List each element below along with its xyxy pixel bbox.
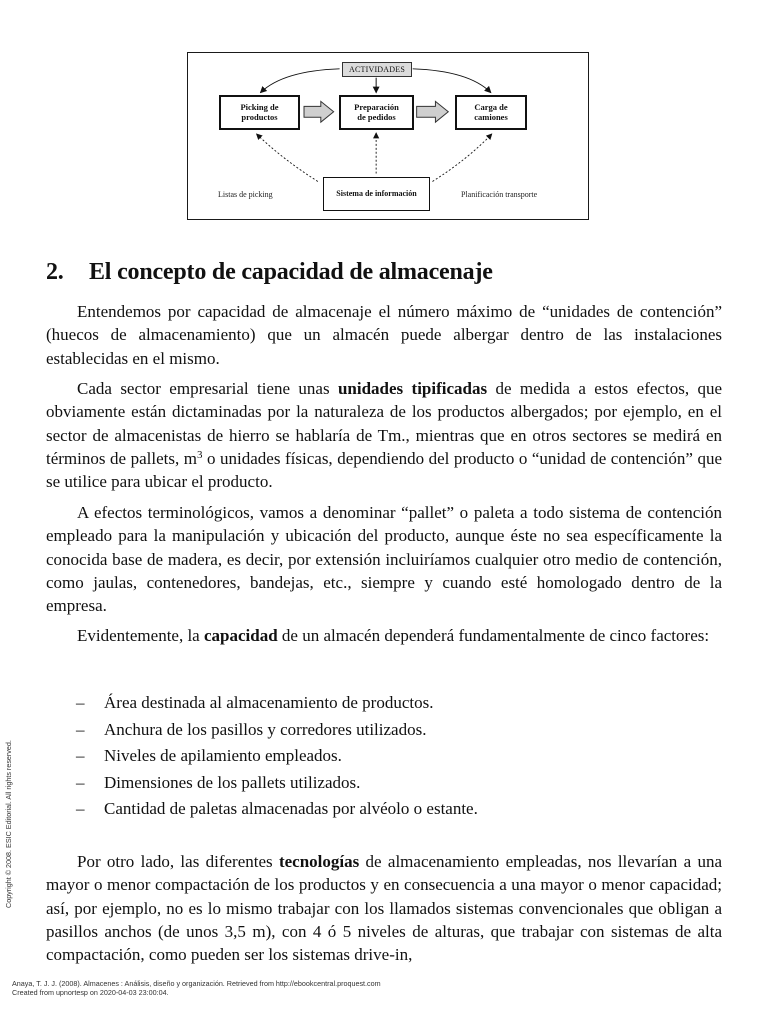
picking-box — [219, 95, 300, 130]
dashed-arrow-sistema-to-carga — [432, 134, 491, 181]
section-title: El concepto de capacidad de almacenaje — [89, 259, 493, 285]
block-arrow-picking-to-preparacion — [304, 101, 334, 122]
list-item-text: Niveles de apilamiento empleados. — [104, 746, 342, 766]
preparacion-label-line2: de pedidos — [357, 111, 396, 122]
p2-bold-term: unidades tipificadas — [337, 379, 488, 398]
paragraph-3-text: A efectos terminológicos, vamos a denominar “pallet” o paleta a todo sistema de contención empleado para la manipulación y ubicación del producto, aunque éste no sea específicamente la conocida base de madera, es decir, por extensión incluiríamos cualquier otro medio de contención, como jaulas, contenedores, bandejas, etc., siempre y cuando esté homologado dentro de la empresa. — [46, 503, 722, 616]
paragraph-factors-intro — [46, 624, 722, 647]
picking-label-line2: productos — [241, 111, 278, 122]
list-dash: – — [76, 693, 85, 712]
list-item — [76, 796, 696, 823]
paragraph-units — [46, 377, 722, 493]
list-item-text: Dimensiones de los pallets utilizados. — [104, 772, 361, 792]
picking-label-line1: Picking de — [240, 101, 279, 112]
dashed-arrow-sistema-to-picking — [257, 134, 318, 181]
footer-citation — [12, 979, 381, 997]
sistema-box — [323, 177, 430, 211]
citation-line: Anaya, T. J. J. (2008). Almacenes : Análisis, diseño y organización. Retrieved from http://ebookcentral.proquest.com — [12, 979, 381, 988]
p2-part-b: de medida a estos efectos, que obviamente están dictaminadas por la naturaleza de los productos albergados; por ejemplo, en el sector de almacenistas de hierro se hablaría de Tm., mientras que en otros sectores se medirá en términos de pallets, m — [46, 379, 722, 468]
arrow-activities-to-carga — [413, 69, 491, 93]
list-dash: – — [76, 799, 85, 819]
p2-superscript: 3 — [196, 448, 203, 461]
carga-box — [455, 95, 527, 130]
block-arrow-preparacion-to-carga — [417, 101, 449, 122]
activities-label: ACTIVIDADES — [349, 64, 405, 74]
list-item — [76, 743, 696, 770]
p4-part-a: Evidentemente, la — [77, 626, 204, 645]
preparacion-label-line1: Preparación — [354, 101, 399, 112]
p4-bold-term: capacidad — [203, 626, 278, 645]
section-number: 2. — [46, 259, 64, 285]
section-heading — [46, 256, 722, 288]
p5-bold-term: tecnologías — [278, 852, 360, 871]
paragraph-4-text — [46, 624, 722, 647]
list-dash: – — [76, 719, 85, 739]
list-dash: – — [76, 772, 85, 792]
list-item-text: Anchura de los pasillos y corredores utilizados. — [104, 719, 427, 739]
factors-list — [76, 690, 696, 823]
paragraph-5-text — [46, 850, 722, 966]
paragraph-2-text — [46, 377, 722, 493]
list-item — [76, 690, 696, 717]
list-item-text: Área destinada al almacenamiento de productos. — [104, 693, 434, 712]
list-dash: – — [76, 746, 85, 766]
arrow-activities-to-picking — [261, 69, 340, 93]
list-item — [76, 717, 696, 744]
paragraph-definition — [46, 300, 722, 370]
side-copyright-notice: Copyright © 2008. ESIC Editorial. All rights reserved. — [4, 740, 13, 908]
list-item-text: Cantidad de paletas almacenadas por alvéolo o estante. — [104, 799, 478, 819]
planificacion-transporte-label: Planificación transporte — [461, 190, 538, 199]
paragraph-pallet — [46, 501, 722, 617]
p2-part-c: o unidades físicas, dependiendo del producto o “unidad de contención” que se utilice para ubicar el producto. — [46, 448, 723, 492]
list-item — [76, 770, 696, 797]
listas-picking-label: Listas de picking — [218, 190, 273, 199]
carga-label-line2: camiones — [474, 111, 508, 122]
paragraph-technologies — [46, 850, 722, 966]
p5-part-a: Por otro lado, las diferentes — [77, 852, 279, 871]
p2-part-a: Cada sector empresarial tiene unas — [77, 379, 338, 398]
activities-box — [342, 62, 412, 77]
p5-part-b: de almacenamiento empleadas, nos llevarían a una mayor o menor compactación de los productos y en consecuencia a una mayor o menor capacidad; así, por ejemplo, no es lo mismo trabajar con los llamados sistemas convencionales que obligan a pasillos anchos (de unos 3,5 m), con 4 ó 5 niveles de alturas, que trabajar con sistemas de alta compactación, como pueden ser los sistemas drive-in, — [46, 852, 722, 965]
p4-part-b: de un almacén dependerá fundamentalmente de cinco factores: — [277, 626, 710, 645]
activities-diagram — [187, 52, 589, 220]
created-line: Created from upnortesp on 2020-04-03 23:00:04. — [12, 988, 169, 997]
preparacion-box — [339, 95, 414, 130]
carga-label-line1: Carga de — [474, 101, 508, 112]
paragraph-1-text: Entendemos por capacidad de almacenaje el número máximo de “unidades de contención” (huecos de almacenamiento) que un almacén puede albergar dentro de las instalaciones establecidas en el mismo. — [46, 302, 722, 368]
sistema-label: Sistema de información — [336, 189, 417, 199]
